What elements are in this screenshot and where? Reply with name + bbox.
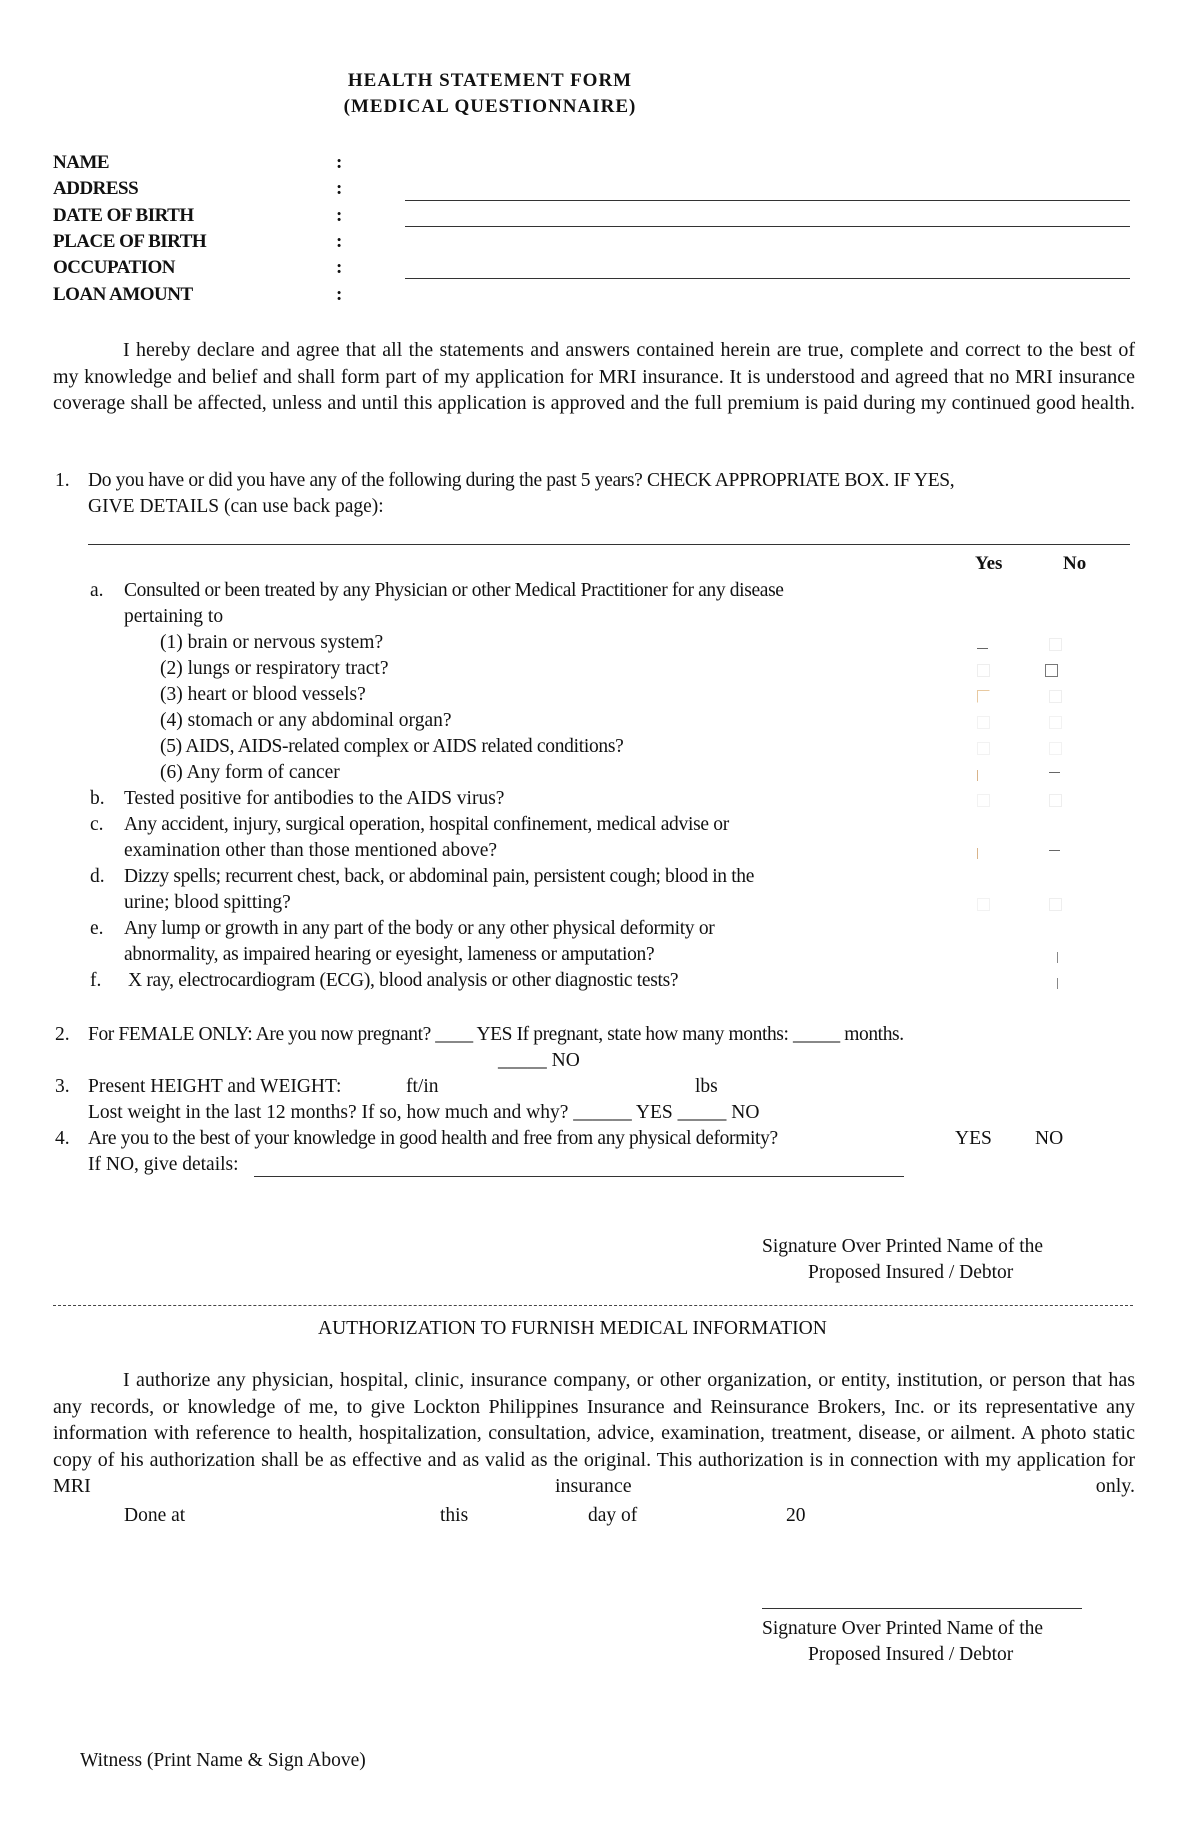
q1a-sub4-yes-checkbox[interactable] xyxy=(977,716,990,729)
q1c-text-line1: Any accident, injury, surgical operation, hospital confinement, medical advise or xyxy=(124,814,729,835)
year-label: 20 xyxy=(786,1505,806,1526)
q1a-text-line2: pertaining to xyxy=(124,606,224,627)
q1a-sub5-no-checkbox[interactable] xyxy=(1049,742,1062,755)
q1-text-line2: GIVE DETAILS (can use back page): xyxy=(88,496,384,517)
q2-text-line1: For FEMALE ONLY: Are you now pregnant? ____ YES If pregnant, state how many months: _____ months. xyxy=(88,1024,904,1045)
q4-number: 4. xyxy=(55,1128,70,1149)
q3-number: 3. xyxy=(55,1076,70,1097)
q1a-sub1-no-checkbox[interactable] xyxy=(1049,638,1062,651)
q1a-sub6-no-checkbox[interactable] xyxy=(1049,772,1060,773)
q1-details-line[interactable] xyxy=(88,544,1130,545)
declaration-paragraph xyxy=(53,337,1135,443)
q1d-yes-checkbox[interactable] xyxy=(977,898,990,911)
q1a-sub4: (4) stomach or any abdominal organ? xyxy=(160,710,452,731)
q1a-sub2-no-checkbox[interactable] xyxy=(1045,664,1058,677)
loan-amount-colon: : xyxy=(336,284,342,305)
dob-label: DATE OF BIRTH xyxy=(53,205,194,226)
q1a-sub4-no-checkbox[interactable] xyxy=(1049,716,1062,729)
q4-details-line[interactable] xyxy=(254,1176,904,1177)
q1b-no-checkbox[interactable] xyxy=(1049,794,1062,807)
q1a-sub1: (1) brain or nervous system? xyxy=(160,632,384,653)
q1-text-line1: Do you have or did you have any of the following during the past 5 years? CHECK APPROPRIATE BOX. IF YES, xyxy=(88,470,955,491)
q1c-letter: c. xyxy=(90,814,104,835)
authorization-heading: AUTHORIZATION TO FURNISH MEDICAL INFORMATION xyxy=(318,1318,827,1339)
witness-label: Witness (Print Name & Sign Above) xyxy=(80,1750,366,1771)
address-colon: : xyxy=(336,178,342,199)
q1a-sub1-yes-checkbox[interactable] xyxy=(977,648,988,649)
q1f-text: X ray, electrocardiogram (ECG), blood analysis or other diagnostic tests? xyxy=(128,970,679,991)
q4-yes[interactable]: YES xyxy=(955,1128,992,1149)
q3-text-line1: Present HEIGHT and WEIGHT: xyxy=(88,1076,342,1097)
q2-number: 2. xyxy=(55,1024,70,1045)
q1d-no-checkbox[interactable] xyxy=(1049,898,1062,911)
pob-label: PLACE OF BIRTH xyxy=(53,231,207,252)
section-divider xyxy=(53,1305,1133,1306)
occupation-colon: : xyxy=(336,257,342,278)
q4-no[interactable]: NO xyxy=(1035,1128,1064,1149)
q3-lbs: lbs xyxy=(695,1076,718,1097)
q1a-sub3-yes-checkbox[interactable] xyxy=(977,690,990,703)
signature1-line2: Proposed Insured / Debtor xyxy=(808,1262,1014,1283)
q1a-sub3-no-checkbox[interactable] xyxy=(1049,690,1062,703)
q1b-yes-checkbox[interactable] xyxy=(977,794,990,807)
q1c-no-checkbox[interactable] xyxy=(1049,850,1060,851)
form-subtitle: (MEDICAL QUESTIONNAIRE) xyxy=(343,96,637,117)
day-of-label: day of xyxy=(588,1505,638,1526)
done-at-label: Done at xyxy=(124,1505,186,1526)
signature2-line[interactable] xyxy=(762,1608,1082,1609)
q1a-sub2: (2) lungs or respiratory tract? xyxy=(160,658,389,679)
q1a-sub5-yes-checkbox[interactable] xyxy=(977,742,990,755)
declaration-text: I hereby declare and agree that all the statements and answers contained herein are true, complete and correct to the best of my knowledge and belief and shall form part of my application for MRI insurance. It is understood and agreed that no MRI insurance coverage shall be affected, unless and until this application is approved and the full premium is paid during my continued good health. xyxy=(53,339,1135,414)
q1d-text-line2: urine; blood spitting? xyxy=(124,892,291,913)
q1d-letter: d. xyxy=(90,866,105,887)
signature2-line1: Signature Over Printed Name of the xyxy=(762,1618,1044,1639)
q1a-sub6-yes-checkbox[interactable] xyxy=(977,770,978,781)
q2-text-line2: _____ NO xyxy=(498,1050,580,1071)
occupation-label: OCCUPATION xyxy=(53,257,176,278)
yes-column-header: Yes xyxy=(975,553,1003,574)
authorization-text: I authorize any physician, hospital, clinic, insurance company, or other organization, or entity, institution, or person that has any records, or knowledge of me, to give Lockton Philippines Insurance and Reinsurance Brokers, Inc. or its representative any information with reference to health, hospitalization, consultation, advice, examination, treatment, disease, or ailment. A photo static copy of his authorization shall be as effective and as valid as the original. This authorization is in connection with my application for MRI insurance only. xyxy=(53,1369,1135,1497)
no-column-header: No xyxy=(1063,553,1087,574)
dob-colon: : xyxy=(336,205,342,226)
q3-text-line2: Lost weight in the last 12 months? If so, how much and why? ______ YES _____ NO xyxy=(88,1102,760,1123)
q1a-sub3: (3) heart or blood vessels? xyxy=(160,684,366,705)
form-title: HEALTH STATEMENT FORM xyxy=(347,70,633,91)
q1a-letter: a. xyxy=(90,580,104,601)
this-label: this xyxy=(440,1505,469,1526)
q1a-text-line1: Consulted or been treated by any Physician or other Medical Practitioner for any disease xyxy=(124,580,784,601)
name-label: NAME xyxy=(53,152,110,173)
q1e-text-line2: abnormality, as impaired hearing or eyesight, lameness or amputation? xyxy=(124,944,655,965)
q1d-text-line1: Dizzy spells; recurrent chest, back, or abdominal pain, persistent cough; blood in the xyxy=(124,866,755,887)
signature2-line2: Proposed Insured / Debtor xyxy=(808,1644,1014,1665)
q1a-sub6: (6) Any form of cancer xyxy=(160,762,340,783)
name-colon: : xyxy=(336,152,342,173)
address-label: ADDRESS xyxy=(53,178,139,199)
q1b-letter: b. xyxy=(90,788,105,809)
address-line[interactable] xyxy=(405,200,1130,201)
q1c-yes-checkbox[interactable] xyxy=(977,848,978,859)
q4-text-line2: If NO, give details: xyxy=(88,1154,239,1175)
authorization-paragraph xyxy=(53,1367,1135,1526)
q4-text-line1: Are you to the best of your knowledge in good health and free from any physical deformity? xyxy=(88,1128,778,1149)
q1e-letter: e. xyxy=(90,918,104,939)
occupation-line[interactable] xyxy=(405,278,1130,279)
q1c-text-line2: examination other than those mentioned above? xyxy=(124,840,498,861)
q1e-text-line1: Any lump or growth in any part of the body or any other physical deformity or xyxy=(124,918,715,939)
q1a-sub5: (5) AIDS, AIDS-related complex or AIDS related conditions? xyxy=(160,736,624,757)
q3-ft-in: ft/in xyxy=(406,1076,439,1097)
q1f-no-checkbox[interactable] xyxy=(1057,978,1058,989)
q1a-sub2-yes-checkbox[interactable] xyxy=(977,664,990,677)
pob-colon: : xyxy=(336,231,342,252)
loan-amount-label: LOAN AMOUNT xyxy=(53,284,193,305)
dob-line[interactable] xyxy=(405,226,1130,227)
q1-number: 1. xyxy=(55,470,70,491)
signature1-line1: Signature Over Printed Name of the xyxy=(762,1236,1044,1257)
q1e-no-checkbox[interactable] xyxy=(1057,952,1058,963)
q1b-text: Tested positive for antibodies to the AIDS virus? xyxy=(124,788,505,809)
q1f-letter: f. xyxy=(90,970,102,991)
